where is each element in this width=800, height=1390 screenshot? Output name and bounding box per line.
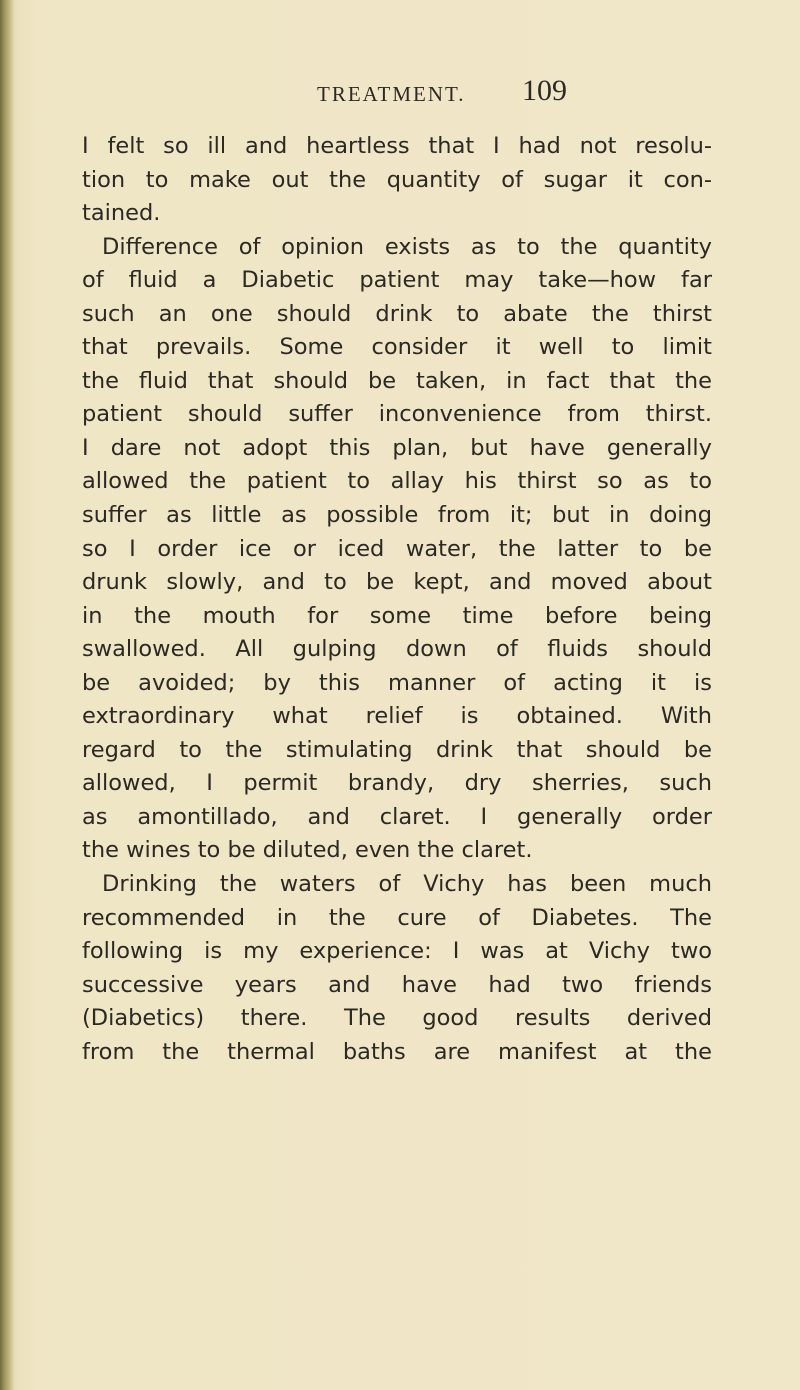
- text-line: of fluid a Diabetic patient may take—how far: [82, 267, 712, 294]
- text-line: I dare not adopt this plan, but have generally: [82, 434, 712, 461]
- text-line: allowed, I permit brandy, dry sherries, such: [82, 770, 712, 797]
- text-line: (Diabetics) there. The good results derived: [82, 1005, 712, 1032]
- running-head: [0, 74, 800, 114]
- text-line: be avoided; by this manner of acting it is: [82, 669, 712, 696]
- text-line: swallowed. All gulping down of fluids should: [82, 636, 712, 663]
- running-title: TREATMENT.: [317, 82, 466, 106]
- text-line: from the thermal baths are manifest at the: [82, 1038, 712, 1065]
- body-text: [82, 130, 712, 1069]
- text-line: so I order ice or iced water, the latter to be: [82, 535, 712, 562]
- text-line: as amontillado, and claret. I generally order: [82, 803, 712, 830]
- text-line: the fluid that should be taken, in fact that the: [82, 367, 712, 394]
- text-line: extraordinary what relief is obtained. With: [82, 703, 712, 730]
- text-line: in the mouth for some time before being: [82, 602, 712, 629]
- text-line: I felt so ill and heartless that I had not resolu-: [82, 133, 712, 159]
- text-line: patient should suffer inconvenience from thirst.: [82, 401, 712, 428]
- text-line: tion to make out the quantity of sugar it con-: [82, 166, 712, 193]
- text-line: drunk slowly, and to be kept, and moved about: [82, 569, 712, 596]
- text-line: Difference of opinion exists as to the quantity: [102, 233, 712, 260]
- text-line: allowed the patient to allay his thirst so as to: [82, 468, 712, 495]
- text-line: that prevails. Some consider it well to limit: [82, 334, 712, 361]
- text-line: following is my experience: I was at Vichy two: [82, 938, 712, 965]
- text-line: recommended in the cure of Diabetes. The: [82, 904, 712, 931]
- text-line: successive years and have had two friends: [82, 971, 712, 998]
- text-line: regard to the stimulating drink that should be: [82, 736, 712, 763]
- text-line: such an one should drink to abate the thirst: [82, 300, 712, 327]
- page-number: 109: [522, 74, 567, 107]
- text-line: suffer as little as possible from it; but in doing: [82, 502, 712, 529]
- text-line: tained.: [82, 200, 161, 227]
- text-line: Drinking the waters of Vichy has been much: [102, 871, 712, 898]
- text-line: the wines to be diluted, even the claret.: [82, 837, 533, 864]
- page-binding-edge: [0, 0, 14, 1390]
